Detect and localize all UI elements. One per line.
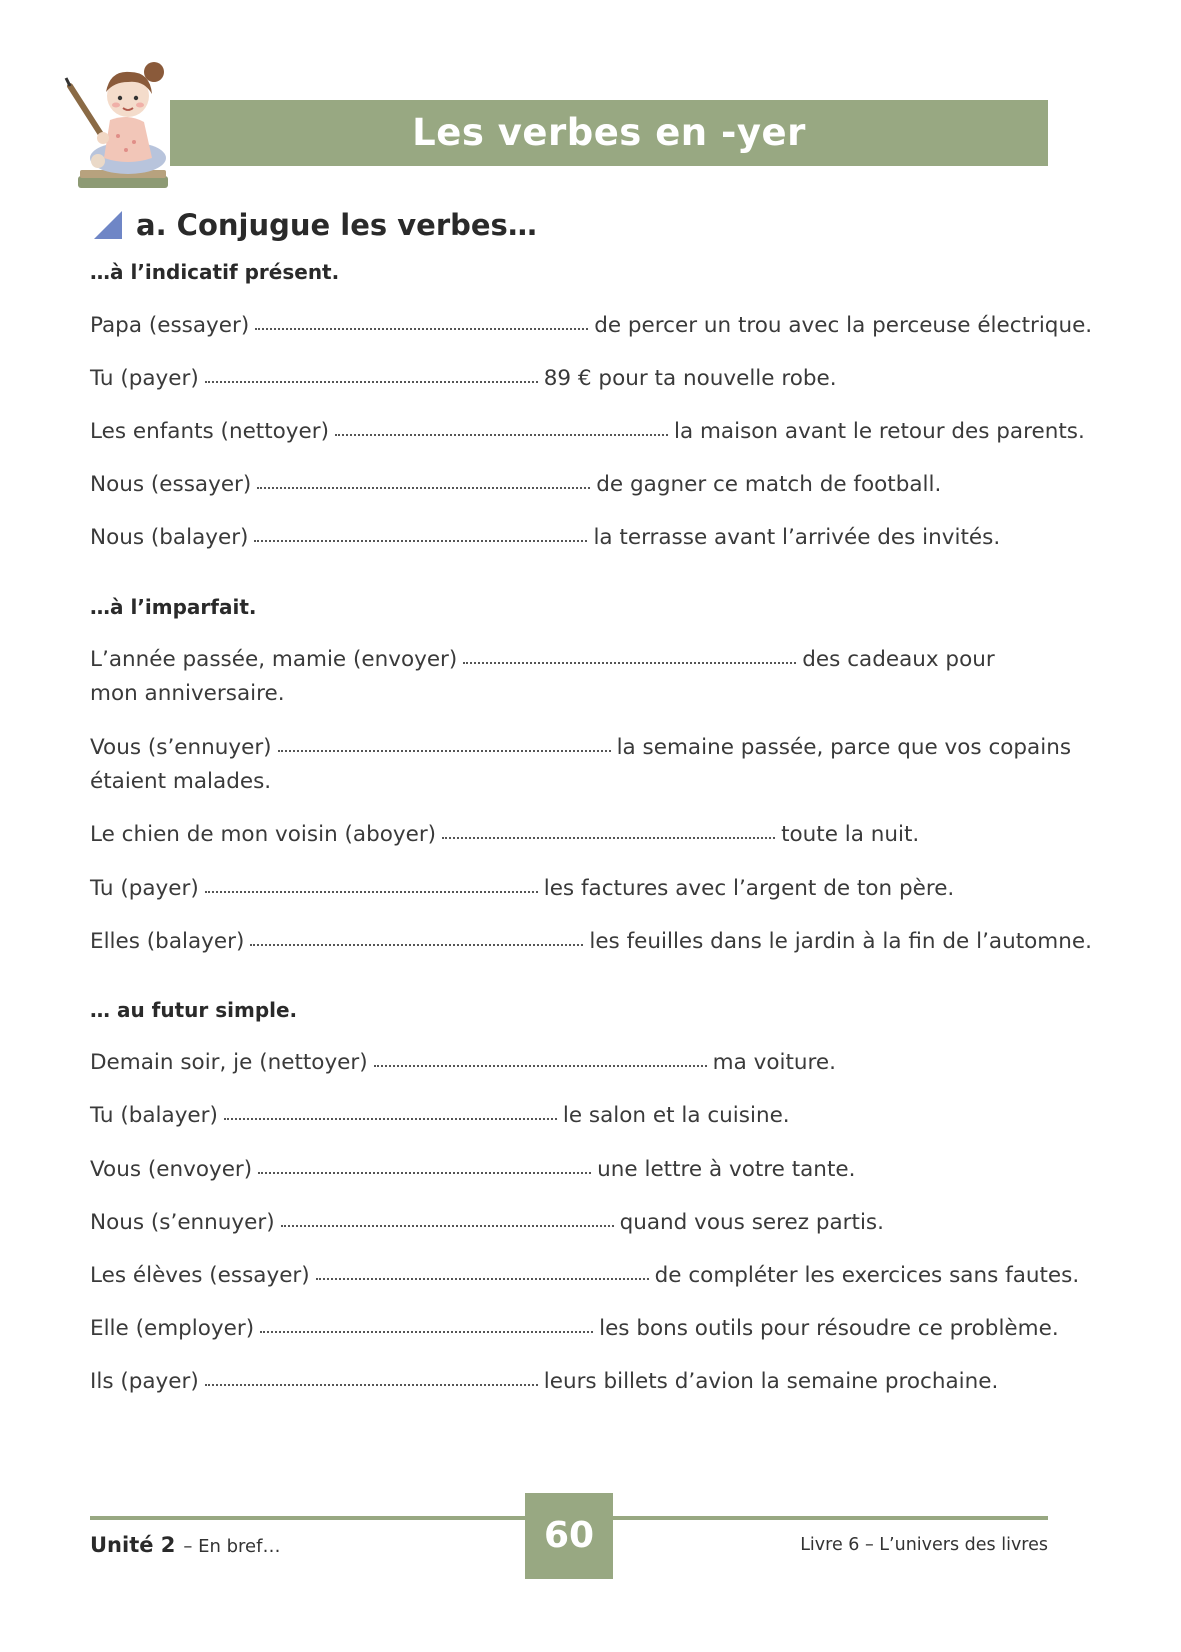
answer-blank[interactable]	[205, 380, 538, 383]
answer-blank[interactable]	[316, 1277, 649, 1280]
exercise-line: Ils (payer) leurs billets d’avion la semaine prochaine.	[90, 1369, 999, 1394]
answer-blank[interactable]	[260, 1330, 593, 1333]
answer-blank[interactable]	[442, 836, 775, 839]
exercise-line: Papa (essayer) de percer un trou avec la perceuse électrique.	[90, 313, 1093, 338]
answer-blank[interactable]	[224, 1117, 557, 1120]
answer-blank[interactable]	[254, 539, 587, 542]
exercise-line: Nous (s’ennuyer) quand vous serez partis.	[90, 1210, 884, 1235]
exercise-line: Elles (balayer) les feuilles dans le jardin à la fin de l’automne.	[90, 929, 1092, 954]
answer-blank[interactable]	[250, 943, 583, 946]
answer-blank[interactable]	[205, 890, 538, 893]
subheading-present: …à l’indicatif présent.	[90, 260, 340, 284]
footer-book-title: Livre 6 – L’univers des livres	[800, 1535, 1048, 1555]
girl-with-pencil-illustration	[58, 58, 188, 193]
exercise-line: Tu (payer) 89 € pour ta nouvelle robe.	[90, 366, 837, 391]
footer-unit	[90, 1533, 280, 1557]
exercise-line: L’année passée, mamie (envoyer) des cadeaux pour	[90, 647, 995, 672]
exercise-title: a. Conjugue les verbes…	[136, 208, 537, 242]
exercise-line: Les élèves (essayer) de compléter les exercices sans fautes.	[90, 1263, 1080, 1288]
exercise-heading	[94, 205, 537, 245]
exercise-line: Vous (envoyer) une lettre à votre tante.	[90, 1157, 856, 1182]
answer-blank[interactable]	[258, 1171, 591, 1174]
exercise-line: Tu (balayer) le salon et la cuisine.	[90, 1103, 790, 1128]
exercise-line: Les enfants (nettoyer) la maison avant le retour des parents.	[90, 419, 1085, 444]
answer-blank[interactable]	[257, 486, 590, 489]
subheading-futur: … au futur simple.	[90, 998, 298, 1022]
page-number: 60	[525, 1493, 613, 1579]
answer-blank[interactable]	[205, 1383, 538, 1386]
exercise-line: Elle (employer) les bons outils pour résoudre ce problème.	[90, 1316, 1059, 1341]
subheading-imparfait: …à l’imparfait.	[90, 595, 257, 619]
answer-blank[interactable]	[281, 1224, 614, 1227]
answer-blank[interactable]	[463, 661, 796, 664]
exercise-line: Le chien de mon voisin (aboyer) toute la nuit.	[90, 822, 920, 847]
answer-blank[interactable]	[335, 433, 668, 436]
unit-subtitle: – En bref…	[183, 1536, 281, 1557]
page-title: Les verbes en -yer	[412, 111, 806, 154]
triangle-icon	[94, 211, 122, 239]
exercise-line: Tu (payer) les factures avec l’argent de ton père.	[90, 876, 955, 901]
exercise-line: Demain soir, je (nettoyer) ma voiture.	[90, 1050, 836, 1075]
answer-blank[interactable]	[374, 1064, 707, 1067]
exercise-line: Nous (essayer) de gagner ce match de football.	[90, 472, 942, 497]
exercise-line: Nous (balayer) la terrasse avant l’arrivée des invités.	[90, 525, 1001, 550]
answer-blank[interactable]	[255, 327, 588, 330]
exercise-line-continuation: étaient malades.	[90, 769, 272, 794]
unit-label: Unité 2	[90, 1533, 176, 1557]
answer-blank[interactable]	[278, 749, 611, 752]
exercise-line: Vous (s’ennuyer) la semaine passée, parce que vos copains	[90, 735, 1072, 760]
title-banner	[170, 100, 1048, 166]
exercise-line-continuation: mon anniversaire.	[90, 681, 285, 706]
